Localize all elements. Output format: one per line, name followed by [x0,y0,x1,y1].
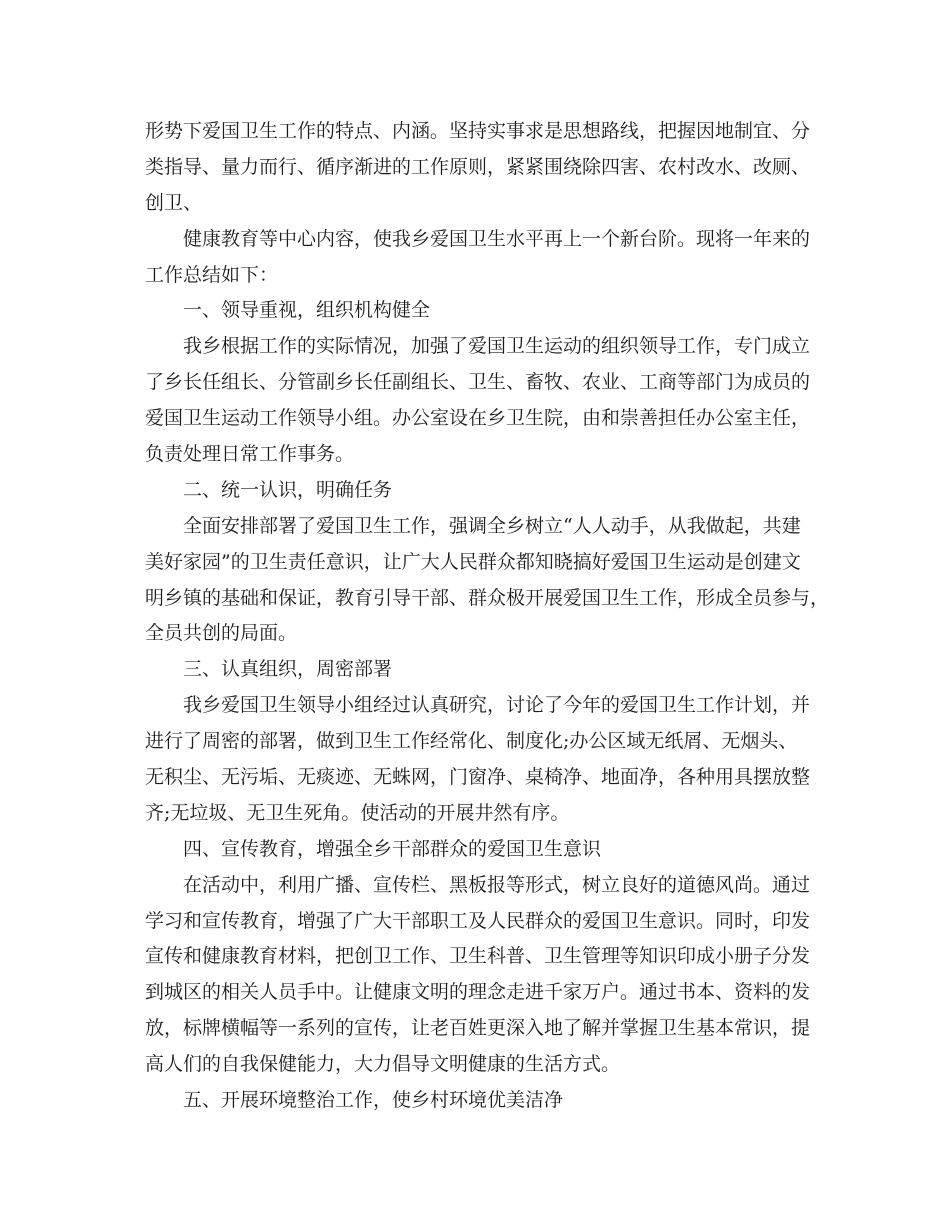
text-line: 了乡长任组长、分管副乡长任副组长、卫生、畜牧、农业、工商等部门为成员的 [145,371,811,394]
section-heading: 二、统一认识，明确任务 [183,478,393,501]
text-line: 创卫、 [145,191,203,214]
text-line: 我乡根据工作的实际情况，加强了爱国卫生运动的组织领导工作，专门成立 [183,335,811,358]
document-body [145,114,830,1119]
section-paragraph [145,688,810,832]
text-line: 进行了周密的部署，做到卫生工作经常化、制度化;办公区域无纸屑、无烟头、 [145,730,798,753]
text-line: 高人们的自我保健能力，大力倡导文明健康的生活方式。 [145,1053,621,1076]
section-heading: 四、宣传教育，增强全乡干部群众的爱国卫生意识 [183,837,602,860]
section-heading: 三、认真组织，周密部署 [183,658,393,681]
text-line: 全面安排部署了爱国卫生工作，强调全乡树立“人人动手，从我做起，共建 [183,514,801,537]
text-line: 明乡镇的基础和保证，教育引导干部、群众极开展爱国卫生工作，形成全员参与， [145,586,830,609]
section-heading: 一、领导重视，组织机构健全 [183,299,431,322]
text-line: 到城区的相关人员手中。让健康文明的理念走进千家万户。通过书本、资料的发 [145,981,811,1004]
text-line: 美好家园”的卫生责任意识，让广大人民群众都知晓搞好爱国卫生运动是创建文 [145,550,801,573]
text-line: 宣传和健康教育材料，把创卫工作、卫生科普、卫生管理等知识印成小册子分发 [145,945,811,968]
text-line: 学习和宣传教育，增强了广大干部职工及人民群众的爱国卫生意识。同时，印发 [145,909,811,932]
text-line: 无积尘、无污垢、无痰迹、无蛛网，门窗净、桌椅净、地面净，各种用具摆放整 [145,766,811,789]
section-paragraph [145,329,810,473]
text-line: 放，标牌横幅等一系列的宣传，让老百姓更深入地了解并掌握卫生基本常识，提 [145,1017,811,1040]
text-line: 在活动中，利用广播、宣传栏、黑板报等形式，树立良好的道德风尚。通过 [183,873,811,896]
text-line: 全员共创的局面。 [145,622,298,645]
text-line: 爱国卫生运动工作领导小组。办公室设在乡卫生院，由和崇善担任办公室主任， [145,407,811,430]
text-line: 负责处理日常工作事务。 [145,443,355,466]
text-line: 健康教育等中心内容，使我乡爱国卫生水平再上一个新台阶。现将一年来的 [183,227,811,250]
section-heading: 五、开展环境整治工作，使乡村环境优美洁净 [183,1089,564,1112]
section-paragraph [145,868,810,1083]
text-line: 工作总结如下： [145,263,279,286]
intro-paragraph [145,114,810,222]
section-paragraph [145,509,830,653]
text-line: 我乡爱国卫生领导小组经过认真研究，讨论了今年的爱国卫生工作计划，并 [183,694,811,717]
text-line: 类指导、量力而行、循序渐进的工作原则，紧紧围绕除四害、农村改水、改厕、 [145,155,811,178]
intro-paragraph-2 [145,222,810,294]
text-line: 齐;无垃圾、无卫生死角。使活动的开展井然有序。 [145,801,570,824]
text-line: 形势下爱国卫生工作的特点、内涵。坚持实事求是思想路线，把握因地制宜、分 [145,120,811,142]
